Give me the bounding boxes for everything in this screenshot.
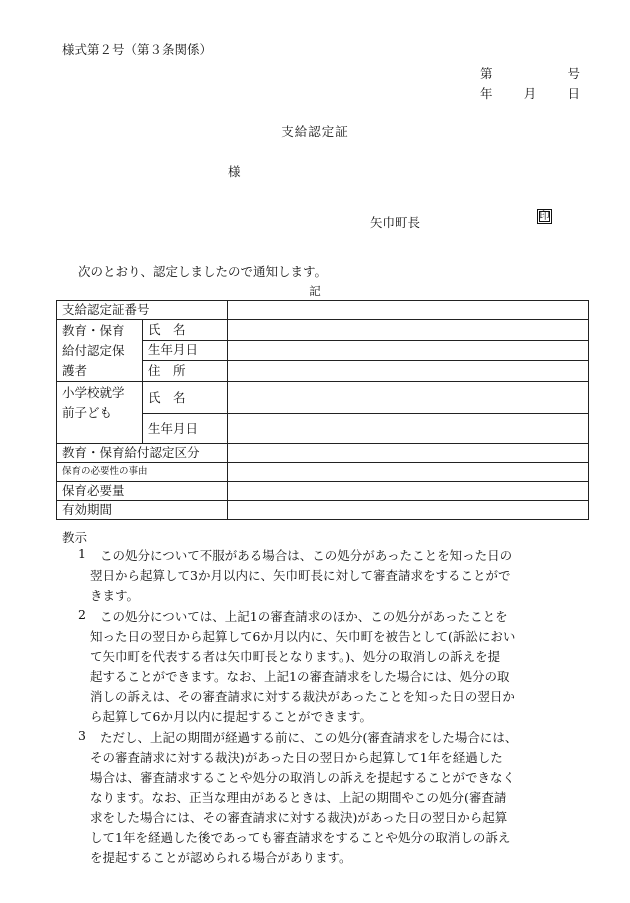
date-day: 日 [567, 86, 580, 101]
guardian-birthdate-label: 生年月日 [143, 340, 228, 361]
notes-heading: 教示 [62, 530, 88, 545]
amount-label: 保育必要量 [57, 482, 228, 501]
ki-mark: 記 [309, 284, 321, 298]
amount-value [228, 482, 589, 501]
date-month: 月 [523, 86, 537, 101]
guardian-name-label: 氏 名 [143, 320, 228, 341]
note-line: 求をした場合には、その審査請求に対する裁決)があった日の翌日から起算 [90, 810, 508, 825]
issuer-name: 矢巾町長 [370, 215, 421, 230]
document-number-suffix: 号 [567, 66, 580, 81]
note-line: 消しの訴えは、その審査請求に対する裁決があったことを知った日の翌日か [90, 689, 515, 704]
child-name-value [228, 382, 589, 414]
note-line: 翌日から起算して3か月以内に、矢巾町長に対して審査請求をすることがで [90, 568, 511, 583]
note-line: ら起算して6か月以内に提起することができます。 [90, 709, 372, 724]
note-number: 1 [78, 546, 86, 561]
document-number-prefix: 第 [480, 66, 493, 81]
note-line: その審査請求に対する裁決)があった日の翌日から起算して1年を経過した [90, 750, 503, 765]
category-label: 教育・保育給付認定区分 [57, 444, 228, 463]
guardian-birthdate-value [228, 340, 589, 361]
reason-value [228, 463, 589, 482]
category-value [228, 444, 589, 463]
note-line: して1年を経過した後であっても審査請求をすることや処分の取消しの訴え [90, 830, 511, 845]
issue-date [480, 84, 580, 102]
note-line: なります。なお、正当な理由があるときは、上記の期間やこの処分(審査請 [90, 790, 507, 805]
guardian-label-line: 給付認定保 [62, 343, 125, 358]
document-title: 支給認定証 [281, 124, 349, 139]
period-value [228, 501, 589, 520]
guardian-address-value [228, 361, 589, 382]
note-line: 場合は、審査請求することや処分の取消しの訴えを提起することができなく [90, 770, 516, 785]
note-line: 起することができます。なお、上記1の審査請求をした場合には、処分の取 [90, 669, 510, 684]
reason-label: 保育の必要性の事由 [57, 463, 228, 482]
note-number: 2 [78, 607, 86, 622]
cert-number-value [228, 301, 589, 320]
form-number: 様式第２号（第３条関係） [62, 42, 213, 57]
seal-mark: 印 [537, 209, 552, 224]
guardian-label-line: 教育・保育 [62, 323, 125, 338]
child-birthdate-label: 生年月日 [143, 414, 228, 444]
child-birthdate-value [228, 414, 589, 444]
note-line: て矢巾町を代表する者は矢巾町長となります。)、処分の取消しの訴えを提 [90, 649, 501, 664]
note-line: この処分については、上記1の審査請求のほか、この処分があったことを [100, 609, 508, 624]
date-year: 年 [480, 86, 493, 101]
note-line: を提起することが認められる場合があります。 [90, 850, 352, 865]
intro-text: 次のとおり、認定しましたので通知します。 [78, 264, 328, 279]
child-name-label: 氏 名 [143, 382, 228, 414]
document-number [480, 64, 580, 82]
recipient-suffix: 様 [228, 164, 241, 179]
note-line: 知った日の翌日から起算して6か月以内に、矢巾町を被告として(訴訟におい [90, 629, 516, 644]
certificate-table [56, 300, 589, 520]
child-label-line: 小学校就学 [62, 385, 125, 400]
cert-number-label: 支給認定証番号 [57, 301, 228, 320]
note-line: ただし、上記の期間が経過する前に、この処分(審査請求をした場合には、 [100, 730, 518, 745]
guardian-label-line: 護者 [62, 363, 88, 378]
guardian-name-value [228, 320, 589, 341]
guardian-address-label: 住 所 [143, 361, 228, 382]
period-label: 有効期間 [57, 501, 228, 520]
child-label [57, 382, 143, 444]
note-line: この処分について不服がある場合は、この処分があったことを知った日の [100, 548, 513, 563]
note-line: きます。 [90, 588, 140, 603]
child-label-line: 前子ども [62, 405, 113, 420]
guardian-label [57, 320, 143, 382]
note-number: 3 [78, 728, 86, 743]
